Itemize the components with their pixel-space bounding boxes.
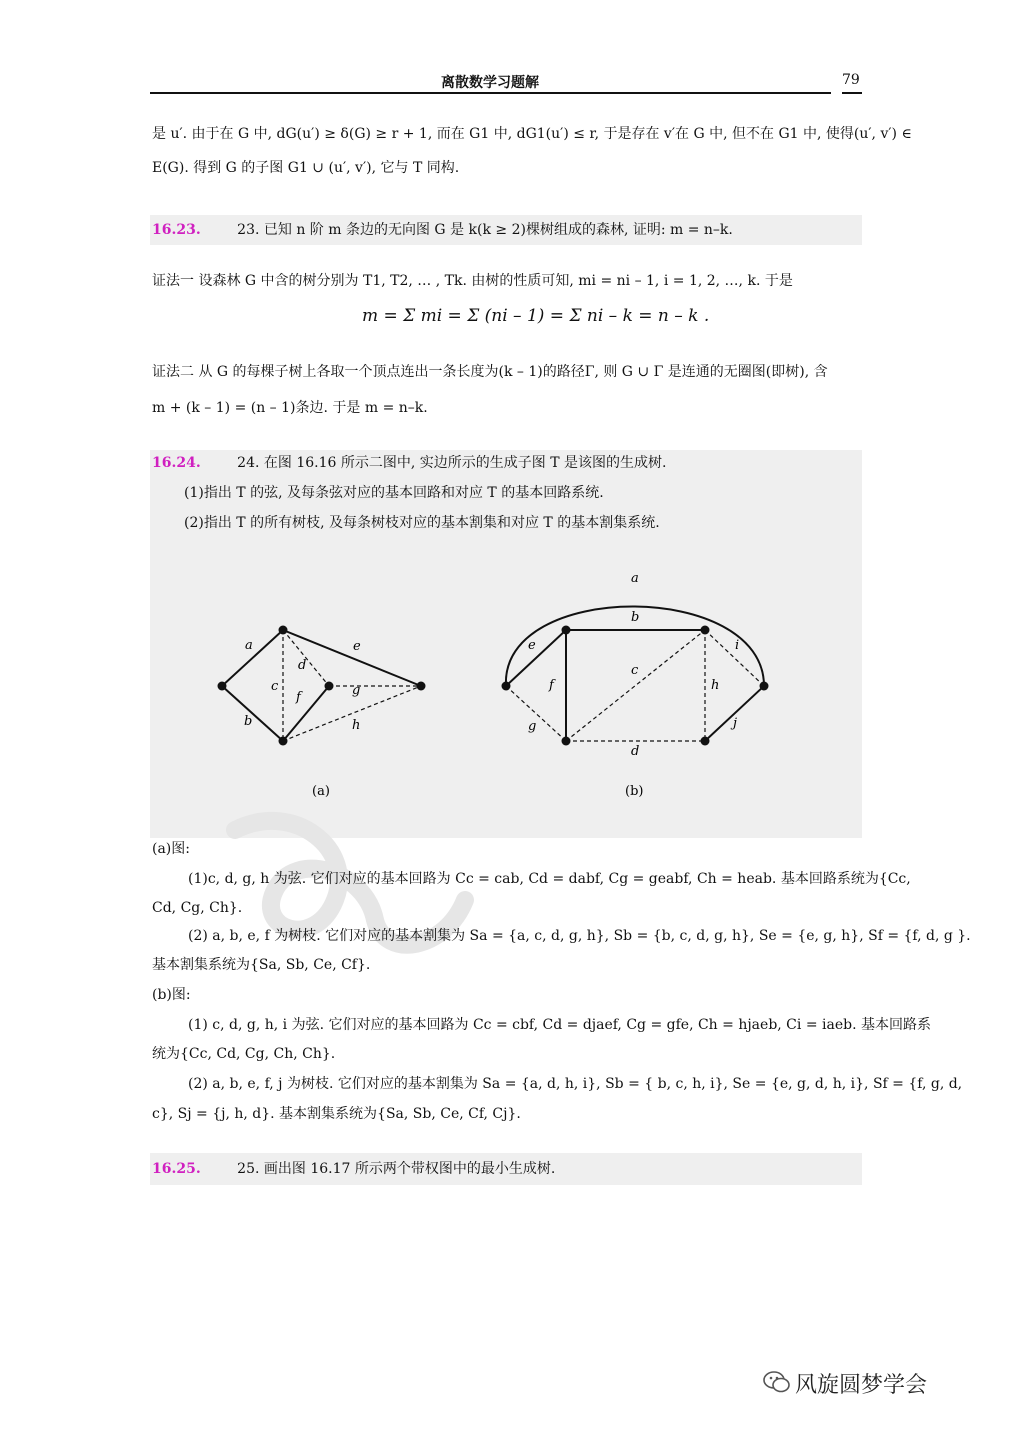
page-number-underline — [842, 92, 862, 94]
graph-a-label-g: g — [352, 683, 361, 698]
intro-line-1: 是 u′. 由于在 G 中, dG(u′) ≥ δ(G) ≥ r + 1, 而在 G1 中, dG1(u′) ≤ r, 于是存在 v′在 G 中, 但不在 G1 中, 使得(u′, v′) ∈ — [152, 126, 912, 142]
page-number: 79 — [842, 72, 860, 88]
graph-a-label-b: b — [244, 714, 253, 729]
answer-a1-line-2: Cd, Cg, Ch}. — [152, 900, 243, 916]
graph-b-label-e: e — [528, 638, 536, 653]
graph-a — [218, 626, 426, 800]
answer-a2-line-1: (2) a, b, e, f 为树枝. 它们对应的基本割集为 Sa = {a, c, d, g, h}, Sb = {b, c, d, g, h}, Se = {e, g, h}, Sf = {f, d, g }. — [188, 928, 971, 944]
graph-b-label-d: d — [631, 744, 640, 759]
answer-b2-line-2: c}, Sj = {j, h, d}. 基本割集系统为{Sa, Sb, Ce, Cf, Cj}. — [152, 1106, 521, 1122]
sum-formula: m = Σ mi = Σ (ni – 1) = Σ ni – k = n – k . — [362, 306, 710, 326]
answer-b1-line-1: (1) c, d, g, h, i 为弦. 它们对应的基本回路为 Cc = cbf, Cd = djaef, Cg = gfe, Ch = hjaeb, Ci = iaeb. 基本回路系 — [188, 1017, 931, 1033]
graph-b-label-a: a — [631, 571, 639, 586]
problem-23-text: 23. 已知 n 阶 m 条边的无向图 G 是 k(k ≥ 2)棵树组成的森林, 证明: m = n–k. — [237, 222, 733, 238]
problem-24-q1: (1)指出 T 的弦, 及每条弦对应的基本回路和对应 T 的基本回路系统. — [184, 485, 604, 501]
problem-25-number: 16.25. — [152, 1161, 201, 1177]
watermark-text: 风旋圆梦学会 — [795, 1373, 928, 1398]
graph-a-label-c: c — [271, 679, 279, 694]
problem-24 — [152, 453, 666, 473]
problem-23 — [152, 220, 733, 240]
graph-a-label-h: h — [352, 718, 361, 733]
graph-b-label-g: g — [528, 719, 537, 734]
graph-b-caption: (b) — [625, 784, 644, 799]
problem-25-text: 25. 画出图 16.17 所示两个带权图中的最小生成树. — [237, 1161, 556, 1177]
answer-b1-line-2: 统为{Cc, Cd, Cg, Ch, Ch}. — [152, 1046, 336, 1062]
problem-24-q2: (2)指出 T 的所有树枝, 及每条树枝对应的基本割集和对应 T 的基本割集系统. — [184, 515, 660, 531]
answer-b-heading: (b)图: — [152, 987, 191, 1003]
graph-b-label-i: i — [735, 638, 740, 653]
graph-b-label-f: f — [549, 678, 554, 693]
graph-b-label-c: c — [631, 663, 639, 678]
problem-24-number: 16.24. — [152, 455, 201, 471]
answer-a2-line-2: 基本割集系统为{Sa, Sb, Ce, Cf}. — [152, 957, 371, 973]
figure-16-16 — [150, 560, 862, 810]
graph-a-label-f: f — [296, 690, 301, 705]
graph-a-label-a: a — [245, 638, 253, 653]
graph-a-caption: (a) — [312, 784, 330, 799]
answer-a-heading: (a)图: — [152, 841, 190, 857]
problem-25 — [152, 1159, 555, 1179]
graph-b-label-h: h — [711, 678, 720, 693]
graph-a-label-e: e — [353, 639, 361, 654]
answer-a1-line-1: (1)c, d, g, h 为弦. 它们对应的基本回路为 Cc = cab, Cd = dabf, Cg = geabf, Ch = heab. 基本回路系统为{Cc, — [188, 871, 911, 887]
header-title: 离散数学习题解 — [441, 75, 539, 91]
answer-b2-line-1: (2) a, b, e, f, j 为树枝. 它们对应的基本割集为 Sa = {a, d, h, i}, Sb = { b, c, h, i}, Se = {e, g, d, h, i}, Sf = {f, g, d, — [188, 1076, 963, 1092]
graph-b — [502, 571, 769, 799]
problem-24-text: 24. 在图 16.16 所示二图中, 实边所示的生成子图 T 是该图的生成树. — [237, 455, 667, 471]
wechat-icon — [762, 1367, 792, 1397]
graph-b-label-b: b — [631, 610, 640, 625]
intro-line-2: E(G). 得到 G 的子图 G1 ∪ (u′, v′), 它与 T 同构. — [152, 160, 460, 176]
graph-a-label-d: d — [298, 658, 307, 673]
header-rule — [150, 92, 831, 94]
problem-23-number: 16.23. — [152, 222, 201, 238]
proof-2-line-1: 证法二 从 G 的每棵子树上各取一个顶点连出一条长度为(k – 1)的路径Γ, 则 G ∪ Γ 是连通的无圈图(即树), 含 — [152, 364, 828, 380]
graph-b-label-j: j — [733, 716, 738, 731]
proof-2-line-2: m + (k – 1) = (n – 1)条边. 于是 m = n–k. — [152, 400, 428, 416]
proof-1: 证法一 设森林 G 中含的树分别为 T1, T2, … , Tk. 由树的性质可知, mi = ni – 1, i = 1, 2, …, k. 于是 — [152, 273, 793, 289]
